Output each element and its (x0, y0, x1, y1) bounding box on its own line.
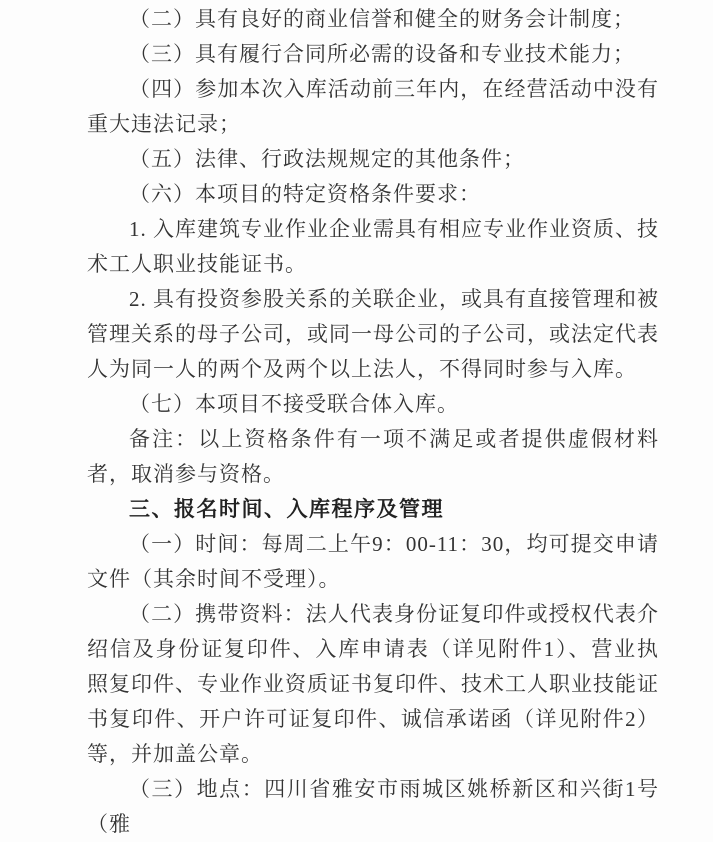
section-heading: 三、报名时间、入库程序及管理 (129, 498, 444, 521)
document-paragraph: （一）时间：每周二上午9：00-11：30，均可提交申请文件（其余时间不受理）。 (87, 532, 659, 591)
document-paragraph: 1. 入库建筑专业作业企业需具有相应专业作业资质、技术工人职业技能证书。 (87, 217, 659, 276)
document-paragraph: 2. 具有投资参股关系的关联企业，或具有直接管理和被管理关系的母子公司，或同一母公司的子公司，或法定代表人为同一人的两个及两个以上法人，不得同时参与入库。 (87, 287, 659, 381)
document-paragraph: （六）本项目的特定资格条件要求： (129, 182, 481, 206)
document-paragraph: （三）具有履行合同所必需的设备和专业技术能力； (129, 42, 635, 66)
document-paragraph: （五）法律、行政法规规定的其他条件； (129, 147, 525, 171)
document-paragraph: （七）本项目不接受联合体入库。 (129, 392, 459, 416)
document-paragraph: 备注：以上资格条件有一项不满足或者提供虚假材料者，取消参与资格。 (87, 427, 659, 486)
document-paragraph: （三）地点：四川省雅安市雨城区姚桥新区和兴街1号（雅 (87, 777, 659, 836)
document-paragraph: （二）具有良好的商业信誉和健全的财务会计制度； (129, 7, 635, 31)
document-paragraph: （四）参加本次入库活动前三年内，在经营活动中没有重大违法记录； (87, 77, 659, 136)
document-page (87, 2, 659, 842)
document-paragraph: （二）携带资料：法人代表身份证复印件或授权代表介绍信及身份证复印件、入库申请表（详见附件1）、营业执照复印件、专业作业资质证书复印件、技术工人职业技能证书复印件、开户许可证复印件、诚信承诺函（详见附件2）等，并加盖公章。 (87, 602, 659, 766)
